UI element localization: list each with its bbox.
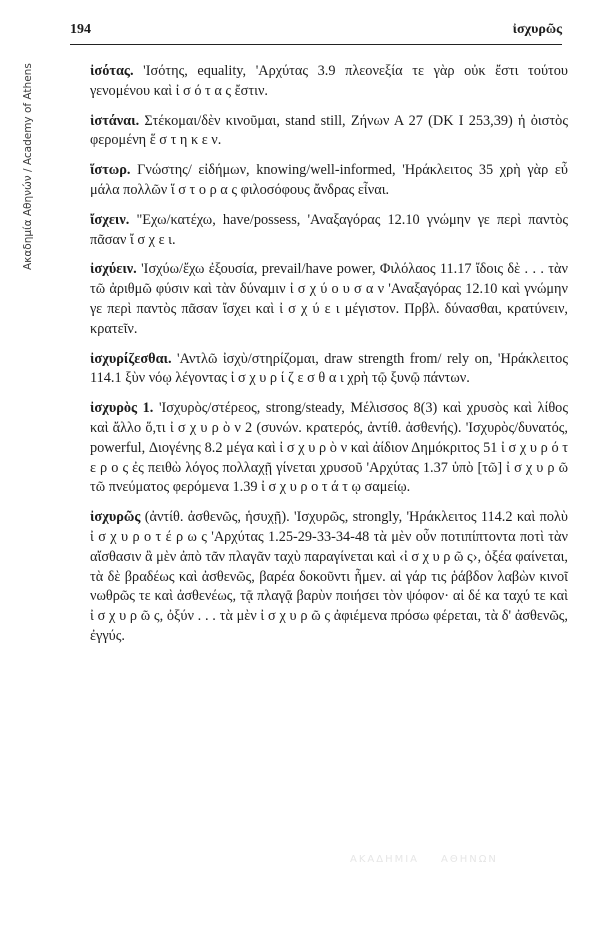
entry-lemma: ἵστωρ. <box>90 162 131 179</box>
entry-lemma: ἰσότας. <box>90 63 134 79</box>
entry-text: "Εχω/κατέχω, have/possess, 'Αναξαγόρας 12.10 γνώμην γε περὶ παντὸς πᾶσαν ἴ σ χ ε ι. <box>90 211 569 248</box>
entry-text: Στέκομαι/δὲν κινοῦμαι, stand still, Ζήνων Α 27 (DK I 253,39) ἡ ὀιστὸς φερομένη ἕ σ τ η κ ε ν. <box>90 112 568 149</box>
entry-text: Γνώστης/ εἰδήμων, knowing/well-informed, 'Ηράκλειτος 35 χρὴ γὰρ εὖ μάλα πολλῶν ἵ σ τ ο ρ α ς φιλοσόφους ἄνδρας εἶναι. <box>90 162 568 198</box>
entry-text: 'Αντλῶ ἰσχὺ/στηρίζομαι, draw strength from/ rely on, 'Ηράκλειτος 114.1 ξὺν νόῳ λέγοντας ἰ σ χ υ ρ ί ζ ε σ θ α ι χρὴ τῷ ξυνῷ πάντων. <box>90 350 568 387</box>
entry-lemma: ἰσχυρὸς 1. <box>90 400 154 417</box>
dictionary-entry <box>90 350 568 390</box>
dictionary-entry <box>90 508 568 647</box>
entry-text: 'Ισχυρὸς/στέρεος, strong/steady, Μέλισσος 8(3) καὶ χρυσὸς καὶ λίθος καὶ ἄλλο ὅ,τι ἰ σ χ υ ρ ὸ ν 2 (συνών. κρατερός, ἀντίθ. ἀσθενής). 'Ισχυρὸς/δυνατός, powerful, Διογένης 8.2 μέγα καὶ ἰ σ χ υ ρ ὸ ν καὶ ἀίδιον Δημόκριτος 51 ἰ σ χ υ ρ ό τ ε ρ ο ς ἐς πειθὼ λόγος πολλαχῇ γίνεται χρυσοῦ 'Αρχύτας 1.37 ὑπὸ [τῶ] ἰ σ χ υ ρ ῶ τῶ πνεύματος φερόμενα 1.39 ἰ σ χ υ ρ ο τ ά τ ῳ σαμείῳ. <box>90 400 568 496</box>
watermark-word: ΑΚΑΔΗΜΙΑ <box>350 854 420 865</box>
entry-text: 'Ισχύω/ἔχω ἐξουσία, prevail/have power, Φιλόλαος 11.17 ἴδοις δὲ . . . τὰν τῶ ἀριθμῶ φύσιν καὶ τὰν δύναμιν ἰ σ χ ύ ο υ σ α ν 'Αναξαγόρας 12.10 καὶ γνώμην γε περὶ παντὸς πᾶσαν ἴσχει καὶ ἰ σ χ ύ ε ι μέγιστον. Πρβλ. δύνασθαι, κρατύνειν, κρατεῖν. <box>90 261 568 337</box>
entry-text: (ἀντίθ. ἀσθενῶς, ἡσυχῇ). 'Ισχυρῶς, strongly, 'Ηράκλειτος 114.2 καὶ πολὺ ἰ σ χ υ ρ ο τ έ ρ ω ς 'Αρχύτας 1.25-29-33-34-48 τὰ μὲν οὖν ποτιπίπτοντα ποτὶ τὰν αἴσθασιν ἃ μὲν ἀπὸ τᾶν πλαγᾶν ταχὺ παραγίνεται καὶ ‹ἰ σ χ υ ρ ῶ ς›, ὀξέα φαίνεται, τὰ δὲ βραδέως καὶ ἀσθενῶς, βαρέα δοκοῦντι ἦμεν. αἱ γάρ τις ῥάβδον λαβὼν κινοῖ νωθρῶς τε καὶ ἀσθενέως, τᾷ πλαγᾷ βαρὺν ποιήσει τὸν ψόφον· αἰ δέ κα ταχύ τε καὶ ἰ σ χ υ ρ ῶ ς, ὀξύν . . . τὰ μὲν ἰ σ χ υ ρ ῶ ς ἀφιέμενα πρόσω φέρεται, τὰ δ' ἀσθενῶς, ἐγγύς. <box>90 509 568 644</box>
academy-watermark <box>350 854 520 865</box>
dictionary-entry <box>90 399 568 498</box>
dictionary-entry <box>90 211 568 251</box>
entry-lemma: ἰσχυρίζεσθαι. <box>90 350 172 367</box>
dictionary-entry <box>90 161 568 201</box>
entry-text: 'Ισότης, equality, 'Αρχύτας 3.9 πλεονεξία τε γὰρ οὐκ ἔστι τούτου γενομένου καὶ ἰ σ ό τ α ς ἔστιν. <box>90 63 568 99</box>
dictionary-entry <box>90 112 568 152</box>
entry-lemma: ἴσχειν. <box>90 211 130 228</box>
entry-lemma: ἱστάναι. <box>90 112 140 129</box>
watermark-word: ΑΘΗΝΩΝ <box>441 854 498 865</box>
running-head: ἰσχυρῶς <box>512 22 562 37</box>
entry-list <box>90 62 568 657</box>
archive-side-label: Ακαδημία Αθηνών / Academy of Athens <box>22 63 34 270</box>
dictionary-entry <box>90 260 568 339</box>
dictionary-entry <box>90 62 568 102</box>
entry-lemma: ἰσχυρῶς <box>90 509 141 526</box>
entry-lemma: ἰσχύειν. <box>90 261 137 278</box>
page-number: 194 <box>70 22 91 37</box>
page-header <box>70 22 562 38</box>
header-rule <box>70 44 562 45</box>
